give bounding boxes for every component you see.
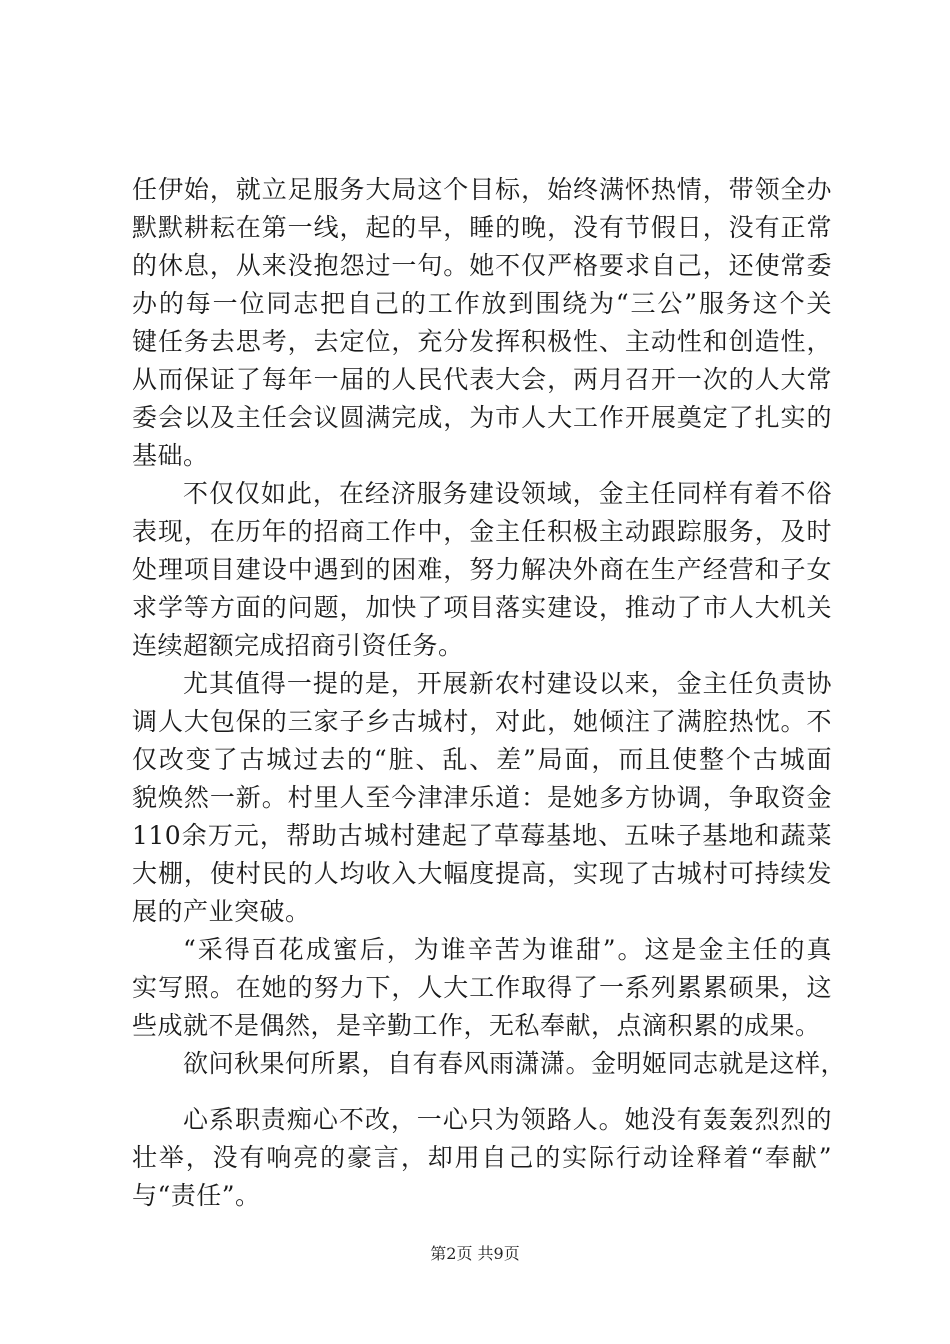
text-line: 的休息，从来没抱怨过一句。她不仅严格要求自己，还使常委 [132, 251, 832, 280]
text-line: 实写照。在她的努力下，人大工作取得了一系列累累硕果，这 [132, 973, 832, 1002]
text-line: 110余万元，帮助古城村建起了草莓基地、五味子基地和蔬菜 [132, 821, 832, 850]
text-line: 连续超额完成招商引资任务。 [132, 631, 464, 660]
text-line: 键任务去思考，去定位，充分发挥积极性、主动性和创造性， [132, 327, 832, 356]
text-line: 默默耕耘在第一线，起的早，睡的晚，没有节假日，没有正常 [132, 213, 832, 242]
text-line: 求学等方面的问题，加快了项目落实建设，推动了市人大机关 [132, 593, 832, 622]
text-line: 与“责任”。 [132, 1181, 261, 1210]
text-line: 委会以及主任会议圆满完成，为市人大工作开展奠定了扎实的 [132, 403, 832, 432]
text-line: 表现，在历年的招商工作中，金主任积极主动跟踪服务，及时 [132, 517, 832, 546]
text-line: 调人大包保的三家子乡古城村，对此，她倾注了满腔热忱。不 [132, 707, 832, 736]
text-line: 壮举，没有响亮的豪言，却用自己的实际行动诠释着“奉献” [132, 1143, 832, 1172]
text-line: 心系职责痴心不改，一心只为领路人。她没有轰轰烈烈的 [183, 1105, 832, 1134]
text-line: 展的产业突破。 [132, 897, 311, 926]
text-line: 大棚，使村民的人均收入大幅度提高，实现了古城村可持续发 [132, 859, 832, 888]
text-line: 任伊始，就立足服务大局这个目标，始终满怀热情，带领全办 [132, 175, 832, 204]
text-line: 仅改变了古城过去的“脏、乱、差”局面，而且使整个古城面 [132, 745, 832, 774]
text-line: 基础。 [132, 441, 209, 470]
text-line: 尤其值得一提的是，开展新农村建设以来，金主任负责协 [183, 669, 832, 698]
text-line: 处理项目建设中遇到的困难，努力解决外商在生产经营和子女 [132, 555, 832, 584]
text-line: 欲问秋果何所累，自有春风雨潇潇。金明姬同志就是这样， [183, 1049, 847, 1078]
page-number: 第2页 共9页 [430, 1244, 520, 1263]
text-line: 貌焕然一新。村里人至今津津乐道：是她多方协调，争取资金 [132, 783, 832, 812]
text-line: 不仅仅如此，在经济服务建设领域，金主任同样有着不俗 [183, 479, 832, 508]
text-line: 从而保证了每年一届的人民代表大会，两月召开一次的人大常 [132, 365, 832, 394]
text-line: 些成就不是偶然，是辛勤工作，无私奉献，点滴积累的成果。 [132, 1011, 821, 1040]
text-line: 办的每一位同志把自己的工作放到围绕为“三公”服务这个关 [132, 289, 832, 318]
text-line: “采得百花成蜜后，为谁辛苦为谁甜”。这是金主任的真 [183, 935, 832, 964]
